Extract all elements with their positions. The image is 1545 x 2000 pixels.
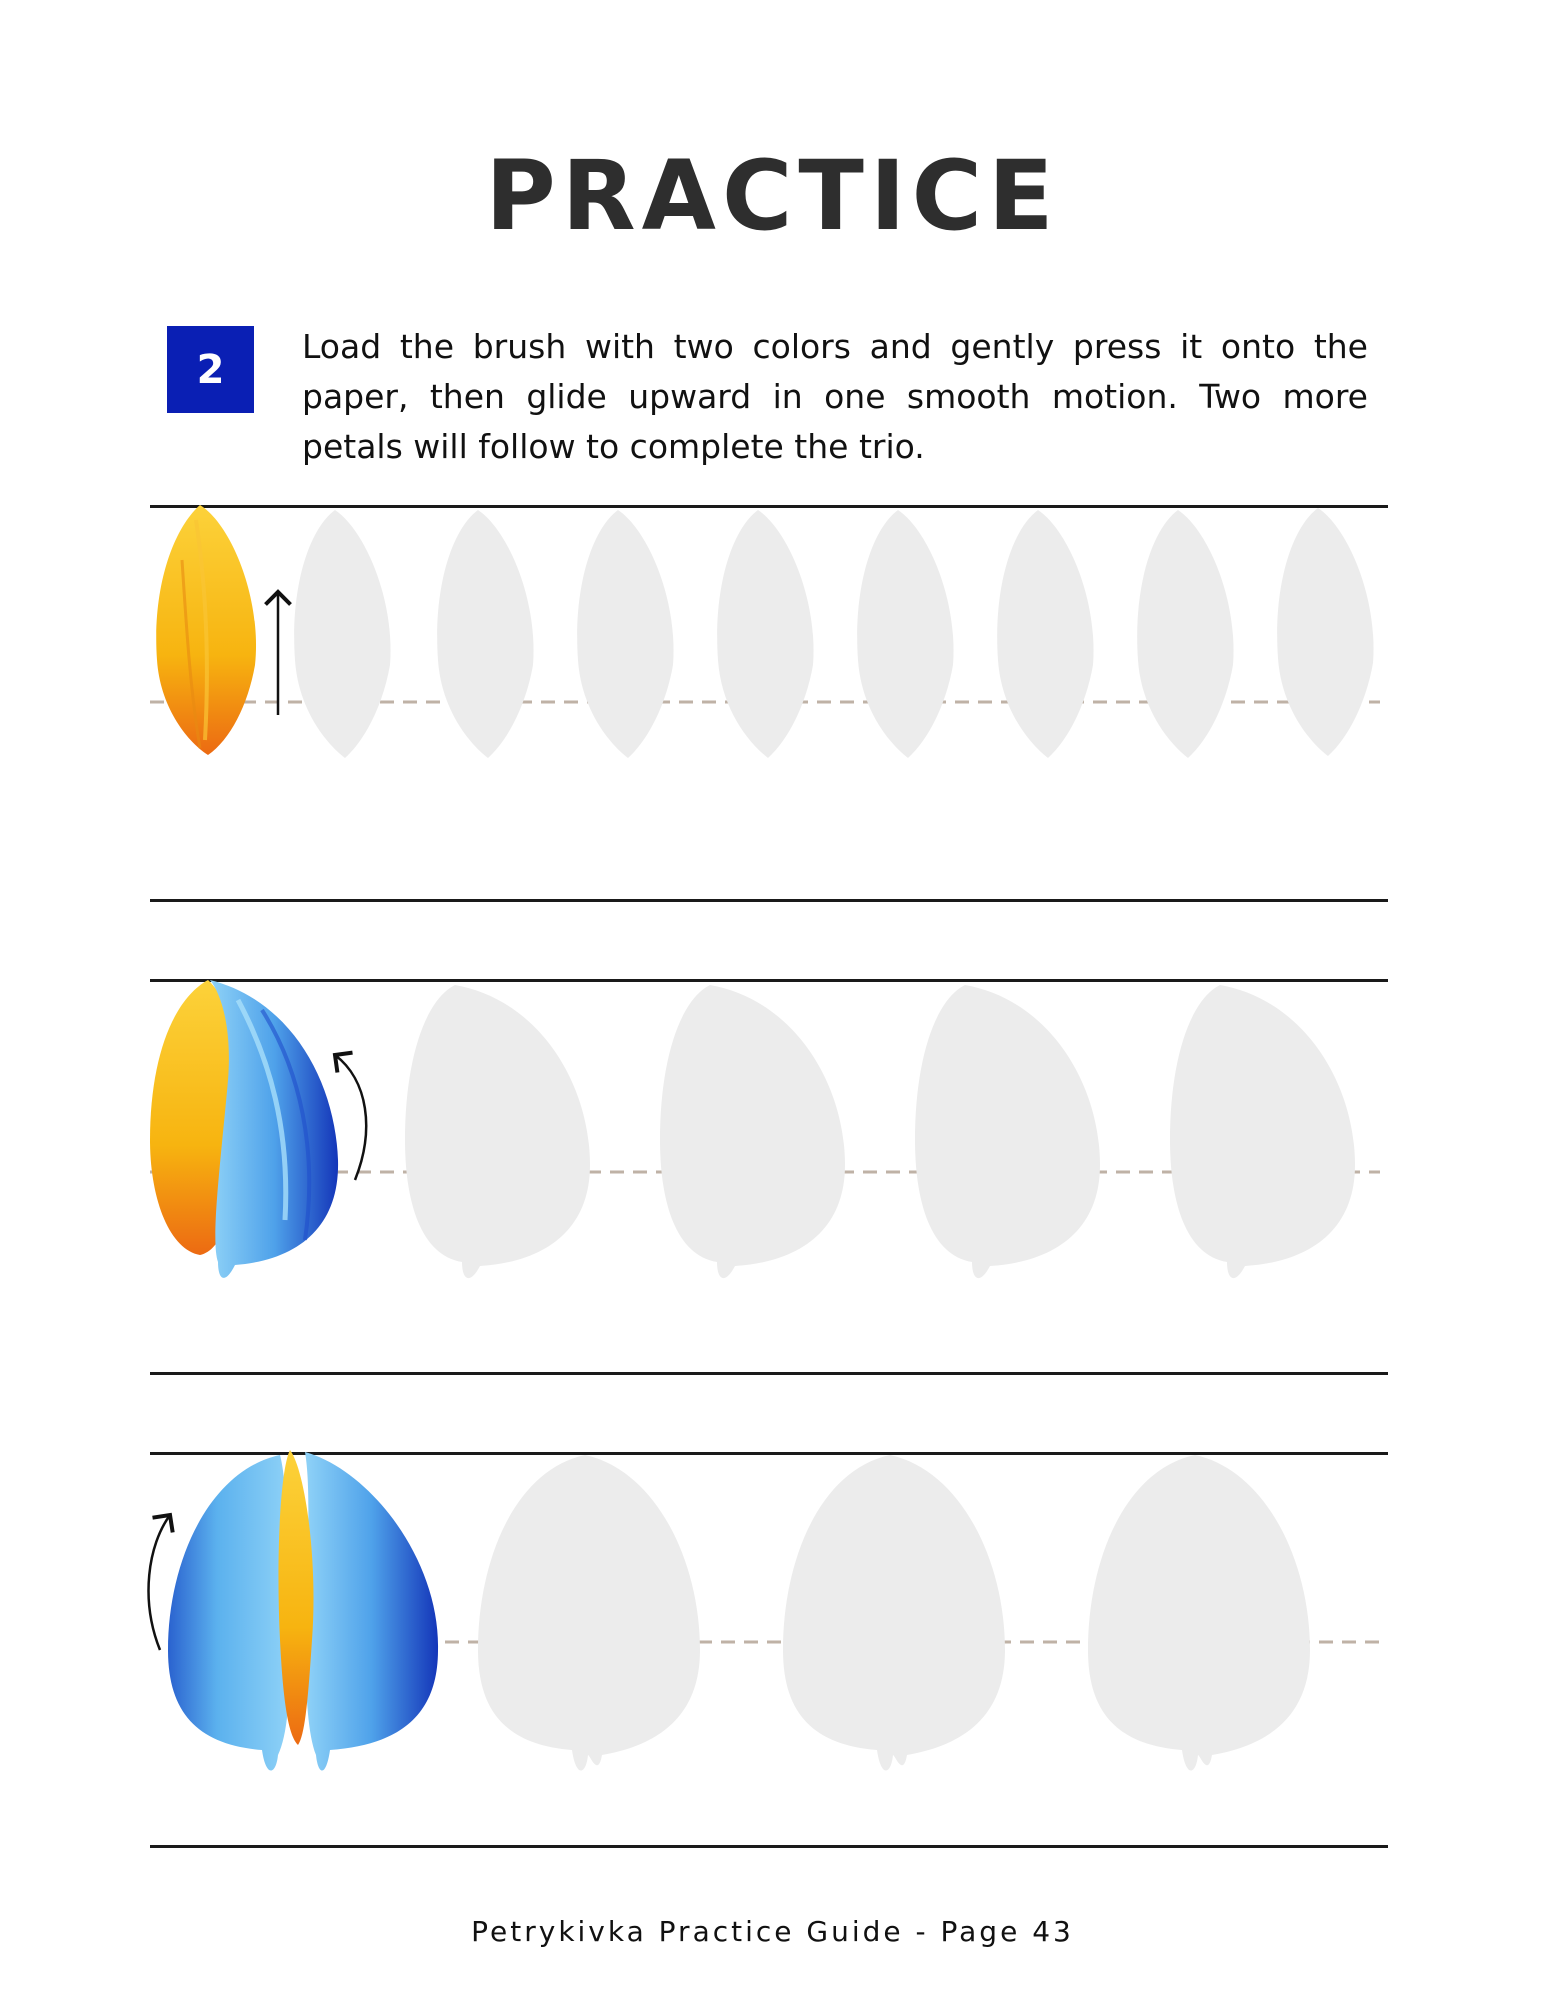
trace-petal	[1277, 508, 1373, 756]
row-1-example-petal	[156, 505, 256, 755]
trace-petal	[478, 1455, 700, 1771]
row-1-trace-petals	[294, 508, 1373, 758]
trace-petal	[1170, 985, 1355, 1278]
trace-petal	[660, 985, 845, 1278]
trace-petal	[405, 985, 590, 1278]
row-2-example-petals	[150, 980, 338, 1278]
trace-petal	[783, 1455, 1005, 1771]
trace-petal	[997, 510, 1093, 758]
trace-petal	[717, 510, 813, 758]
row-3-curved-arrow	[149, 1515, 170, 1650]
row-2-curved-arrow	[335, 1055, 366, 1180]
step-instructions: Load the brush with two colors and gently press it onto the paper, then glide upward in one smooth motion. Two more petals will follow to complete the trio.	[302, 327, 1368, 466]
row-2-trace-petals	[405, 985, 1355, 1278]
row-3-trace-petals	[478, 1455, 1310, 1771]
trace-petal	[1137, 510, 1233, 758]
page-title: PRACTICE	[485, 140, 1060, 252]
trace-petal	[577, 510, 673, 758]
step-number-badge: 2	[167, 326, 254, 413]
trace-petal	[857, 510, 953, 758]
trace-petal	[437, 510, 533, 758]
trace-petal	[915, 985, 1100, 1278]
trace-petal	[1088, 1455, 1310, 1771]
row-3-example-petals	[168, 1450, 438, 1771]
page-footer: Petrykivka Practice Guide - Page 43	[471, 1915, 1074, 1948]
trace-petal	[294, 510, 390, 758]
